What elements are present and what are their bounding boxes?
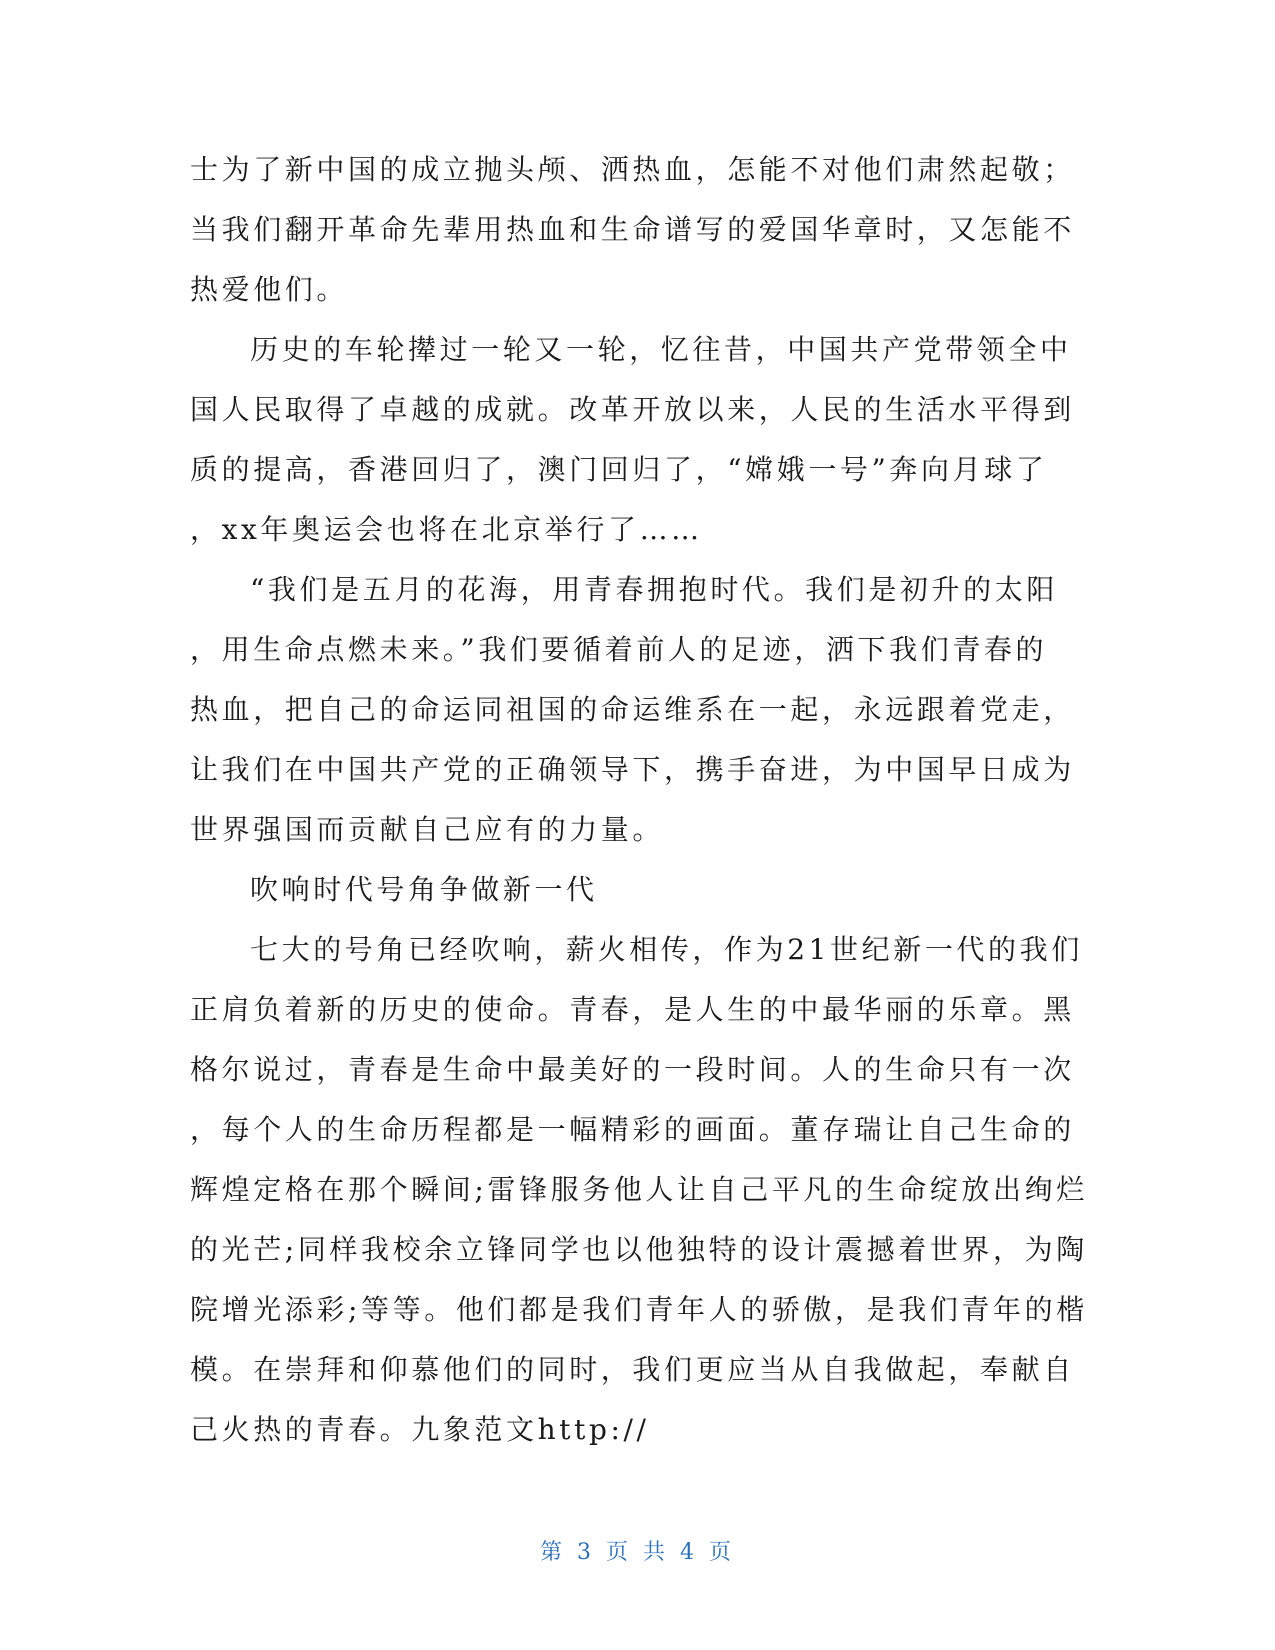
text-line: 质的提高，香港回归了，澳门回归了，“嫦娥一号”奔向月球了 — [190, 453, 1048, 486]
section-heading: 吹响时代号角争做新一代 — [250, 873, 598, 906]
text-line: 模。在崇拜和仰慕他们的同时，我们更应当从自我做起，奉献自 — [190, 1353, 1075, 1386]
text-line: 当我们翻开革命先辈用热血和生命谱写的爱国华章时，又怎能不 — [190, 213, 1075, 246]
text-line: 热血，把自己的命运同祖国的命运维系在一起，永远跟着党走， — [190, 693, 1075, 726]
text-line: 辉煌定格在那个瞬间;雷锋服务他人让自己平凡的生命绽放出绚烂 — [190, 1173, 1088, 1206]
text-line: 热爱他们。 — [190, 273, 349, 306]
text-line: ，用生命点燃未来。”我们要循着前人的足迹，洒下我们青春的 — [190, 633, 1048, 666]
text-line: 历史的车轮撵过一轮又一轮，忆往昔，中国共产党带领全中 — [250, 333, 1072, 366]
text-line: 让我们在中国共产党的正确领导下，携手奋进，为中国早日成为 — [190, 753, 1075, 786]
text-line: ，每个人的生命历程都是一幅精彩的画面。董存瑞让自己生命的 — [190, 1113, 1075, 1146]
text-line: 国人民取得了卓越的成就。改革开放以来，人民的生活水平得到 — [190, 393, 1075, 426]
text-line: ，xx年奥运会也将在北京举行了…… — [190, 513, 703, 546]
page-number-footer: 第 3 页 共 4 页 — [540, 1540, 735, 1565]
text-line: 士为了新中国的成立抛头颅、洒热血，怎能不对他们肃然起敬； — [190, 153, 1075, 186]
text-line: 的光芒;同样我校余立锋同学也以他独特的设计震撼着世界，为陶 — [190, 1233, 1088, 1266]
text-line: 院增光添彩;等等。他们都是我们青年人的骄傲，是我们青年的楷 — [190, 1293, 1088, 1326]
text-line: 格尔说过，青春是生命中最美好的一段时间。人的生命只有一次 — [190, 1053, 1075, 1086]
text-line: 正肩负着新的历史的使命。青春，是人生的中最华丽的乐章。黑 — [190, 993, 1075, 1026]
body-text — [190, 140, 1090, 1460]
text-line: “我们是五月的花海，用青春拥抱时代。我们是初升的太阳 — [250, 573, 1058, 606]
text-line: 七大的号角已经吹响，薪火相传，作为21世纪新一代的我们 — [250, 933, 1083, 966]
text-line: 己火热的青春。九象范文http:// — [190, 1413, 650, 1446]
text-line: 世界强国而贡献自己应有的力量。 — [190, 813, 665, 846]
